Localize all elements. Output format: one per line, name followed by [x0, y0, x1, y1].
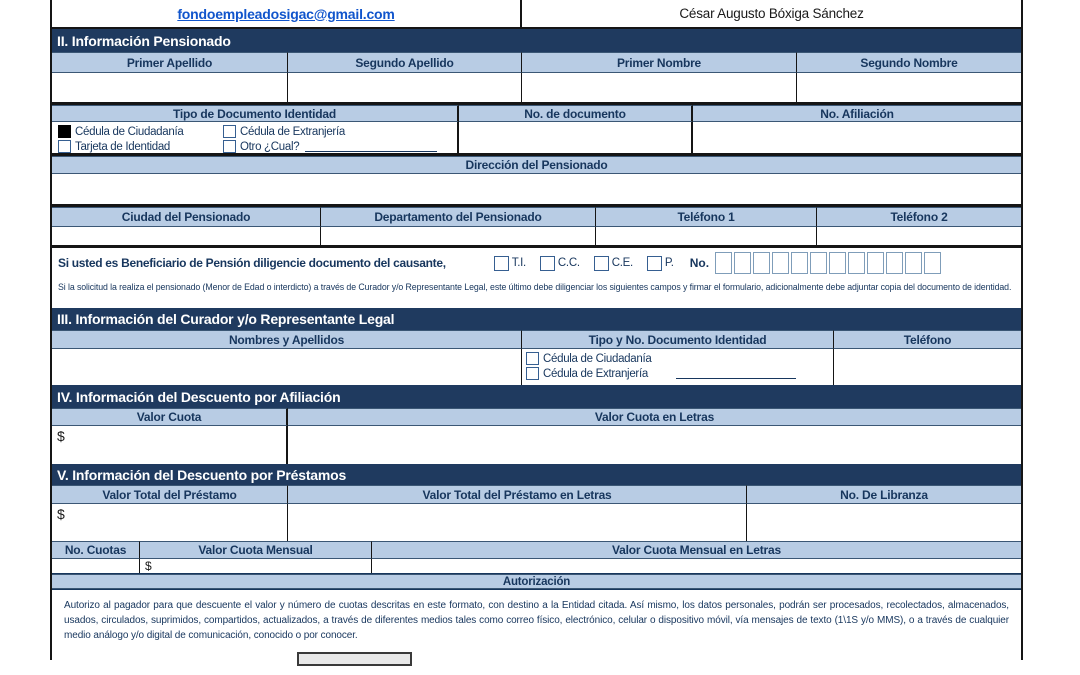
- header-valor-total-prestamo: Valor Total del Préstamo: [52, 485, 288, 504]
- digit-box[interactable]: [886, 252, 903, 274]
- header-direccion: Dirección del Pensionado: [52, 156, 1021, 174]
- section-iii-header: III. Información del Curador y/o Representante Legal: [52, 308, 1021, 330]
- documento-no-label: No.: [689, 256, 710, 270]
- autorizacion-title: Autorización: [52, 574, 1021, 589]
- checkbox-icon[interactable]: [494, 256, 509, 271]
- no-cuotas-field[interactable]: [52, 559, 140, 573]
- checkbox-icon[interactable]: [526, 367, 539, 380]
- currency-symbol: $: [57, 428, 65, 444]
- top-row: [52, 0, 1021, 29]
- header-no-documento: No. de documento: [459, 105, 693, 122]
- document-digit-boxes: [715, 252, 941, 274]
- checkbox-icon[interactable]: [223, 140, 236, 153]
- checkbox-label: Cédula de Ciudadanía: [75, 125, 184, 138]
- header-tipo-documento: Tipo de Documento Identidad: [52, 105, 459, 122]
- beneficiario-doc-options: [494, 256, 674, 271]
- valor-total-letras-field[interactable]: [288, 504, 747, 541]
- signature-box-partial[interactable]: [297, 652, 412, 666]
- curador-doc-number-line[interactable]: [676, 368, 796, 379]
- beneficiario-label: Si usted es Beneficiario de Pensión diligencie documento del causante,: [58, 256, 446, 270]
- header-no-afiliacion: No. Afiliación: [693, 105, 1021, 122]
- curador-note-text: Si la solicitud la realiza el pensionado (Menor de Edad o interdicto) a través de Curador y/o Representante Legal, este último debe diligenciar los siguientes campos y firmar el formulario, adicionalmente debe adjuntar copia del documento de identidad.: [58, 282, 1012, 292]
- valor-cuota-mensual-letras-field[interactable]: [372, 559, 1021, 573]
- section-iv-header: IV. Información del Descuento por Afiliación: [52, 385, 1021, 408]
- checkbox-label: T.I.: [511, 257, 526, 269]
- currency-symbol: $: [57, 506, 65, 522]
- nombres-apellidos-field[interactable]: [52, 349, 522, 385]
- cuotas-headers-row: [52, 541, 1021, 559]
- digit-box[interactable]: [829, 252, 846, 274]
- city-headers-row: [52, 207, 1021, 227]
- header-valor-cuota: Valor Cuota: [52, 408, 288, 426]
- checkbox-icon[interactable]: [647, 256, 662, 271]
- email-cell: [52, 0, 522, 27]
- header-telefono-1: Teléfono 1: [596, 207, 817, 227]
- checkbox-label: C.C.: [557, 257, 580, 269]
- checkbox-p[interactable]: [647, 256, 674, 271]
- no-documento-field[interactable]: [459, 122, 693, 153]
- checkbox-label: Tarjeta de Identidad: [75, 140, 171, 153]
- document-body-row: [52, 122, 1021, 156]
- header-tipo-no-documento: Tipo y No. Documento Identidad: [522, 330, 834, 349]
- header-primer-nombre: Primer Nombre: [522, 52, 797, 73]
- header-primer-apellido: Primer Apellido: [52, 52, 288, 73]
- checkbox-label: C.E.: [611, 257, 633, 269]
- primer-nombre-field[interactable]: [522, 73, 797, 102]
- direccion-body-row: [52, 174, 1021, 207]
- header-no-cuotas: No. Cuotas: [52, 541, 140, 559]
- valor-cuota-mensual-field[interactable]: [140, 559, 372, 573]
- checkbox-curador-cedula-extranjeria[interactable]: [526, 367, 833, 380]
- name-inputs-row: [52, 73, 1021, 105]
- cuotas-body-row: [52, 559, 1021, 574]
- primer-apellido-field[interactable]: [52, 73, 288, 102]
- checkbox-icon[interactable]: [58, 125, 71, 138]
- form-body: [50, 0, 1023, 660]
- responsible-name: César Augusto Bóxiga Sánchez: [522, 0, 1021, 27]
- departamento-field[interactable]: [321, 227, 596, 245]
- digit-box[interactable]: [734, 252, 751, 274]
- checkbox-label: Cédula de Ciudadanía: [543, 352, 652, 365]
- header-valor-cuota-letras: Valor Cuota en Letras: [288, 408, 1021, 426]
- beneficiario-row: [52, 248, 1021, 278]
- valor-total-prestamo-field[interactable]: [52, 504, 288, 541]
- digit-box[interactable]: [791, 252, 808, 274]
- checkbox-icon[interactable]: [526, 352, 539, 365]
- prestamo-body-row: [52, 504, 1021, 541]
- no-libranza-field[interactable]: [747, 504, 1021, 541]
- document-type-options: [52, 122, 459, 153]
- valor-cuota-field[interactable]: [52, 426, 288, 464]
- autorizacion-header-row: [52, 574, 1021, 590]
- autorizacion-body-row: [52, 590, 1021, 660]
- digit-box[interactable]: [905, 252, 922, 274]
- header-segundo-apellido: Segundo Apellido: [288, 52, 522, 73]
- checkbox-curador-cedula-ciudadania[interactable]: [526, 352, 833, 365]
- curador-note-row: [52, 278, 1021, 308]
- checkbox-label: Otro ¿Cual?: [240, 140, 300, 153]
- checkbox-tarjeta-identidad[interactable]: [58, 140, 223, 153]
- document-headers-row: [52, 105, 1021, 122]
- checkbox-icon[interactable]: [58, 140, 71, 153]
- checkbox-label: Cédula de Extranjería: [543, 367, 648, 380]
- segundo-nombre-field[interactable]: [797, 73, 1021, 102]
- curador-headers-row: [52, 330, 1021, 349]
- telefono-2-field[interactable]: [817, 227, 1021, 245]
- checkbox-cc[interactable]: [540, 256, 580, 271]
- checkbox-icon[interactable]: [594, 256, 609, 271]
- currency-symbol: $: [145, 559, 152, 573]
- checkbox-ce[interactable]: [594, 256, 633, 271]
- curador-doc-options: [522, 349, 834, 385]
- digit-box[interactable]: [867, 252, 884, 274]
- checkbox-label: P.: [664, 257, 674, 269]
- no-afiliacion-field[interactable]: [693, 122, 1021, 153]
- checkbox-otro-cual[interactable]: [223, 140, 457, 153]
- checkbox-label: Cédula de Extranjería: [240, 125, 345, 138]
- section-v-header: V. Información del Descuento por Préstamos: [52, 464, 1021, 485]
- header-segundo-nombre: Segundo Nombre: [797, 52, 1021, 73]
- digit-box[interactable]: [848, 252, 865, 274]
- name-headers-row: [52, 52, 1021, 73]
- otro-cual-write-line[interactable]: [305, 141, 437, 152]
- valor-cuota-body-row: [52, 426, 1021, 464]
- prestamo-headers-row: [52, 485, 1021, 504]
- digit-box[interactable]: [753, 252, 770, 274]
- section-ii-header: II. Información Pensionado: [52, 29, 1021, 52]
- checkbox-cedula-extranjeria[interactable]: [223, 125, 457, 138]
- header-ciudad: Ciudad del Pensionado: [52, 207, 321, 227]
- checkbox-cedula-ciudadania[interactable]: [58, 125, 223, 138]
- city-body-row: [52, 227, 1021, 248]
- header-departamento: Departamento del Pensionado: [321, 207, 596, 227]
- header-valor-cuota-mensual: Valor Cuota Mensual: [140, 541, 372, 559]
- segundo-apellido-field[interactable]: [288, 73, 522, 102]
- header-valor-total-letras: Valor Total del Préstamo en Letras: [288, 485, 747, 504]
- digit-box[interactable]: [810, 252, 827, 274]
- digit-box[interactable]: [924, 252, 941, 274]
- header-telefono-curador: Teléfono: [834, 330, 1021, 349]
- header-nombres-apellidos: Nombres y Apellidos: [52, 330, 522, 349]
- curador-body-row: [52, 349, 1021, 385]
- header-valor-cuota-mensual-letras: Valor Cuota Mensual en Letras: [372, 541, 1021, 559]
- header-telefono-2: Teléfono 2: [817, 207, 1021, 227]
- direccion-field[interactable]: [52, 174, 1021, 204]
- checkbox-icon[interactable]: [223, 125, 236, 138]
- direccion-header-row: [52, 156, 1021, 174]
- checkbox-icon[interactable]: [540, 256, 555, 271]
- valor-cuota-headers-row: [52, 408, 1021, 426]
- telefono-1-field[interactable]: [596, 227, 817, 245]
- autorizacion-text: Autorizo al pagador para que descuente el valor y número de cuotas descritas en este formato, con destino a la Entidad citada. Así mismo, los datos personales, podrán ser procesados, recolectados, almacenados, usados, circulados, suprimidos, compartidos, actualizados, a través de diferentes medios tales como correo físico, electrónico, celular o dispositivo móvil, vía mensajes de texto (1\1S y/o MMS), o a través de cualquier medio análogo y/o digital de comunicación, conocido o por conocer.: [64, 600, 1009, 641]
- checkbox-ti[interactable]: [494, 256, 526, 271]
- ciudad-field[interactable]: [52, 227, 321, 245]
- digit-box[interactable]: [772, 252, 789, 274]
- email-link[interactable]: fondoempleadosigac@gmail.com: [177, 5, 395, 22]
- header-no-libranza: No. De Libranza: [747, 485, 1021, 504]
- digit-box[interactable]: [715, 252, 732, 274]
- valor-cuota-letras-field[interactable]: [288, 426, 1021, 464]
- telefono-curador-field[interactable]: [834, 349, 1021, 385]
